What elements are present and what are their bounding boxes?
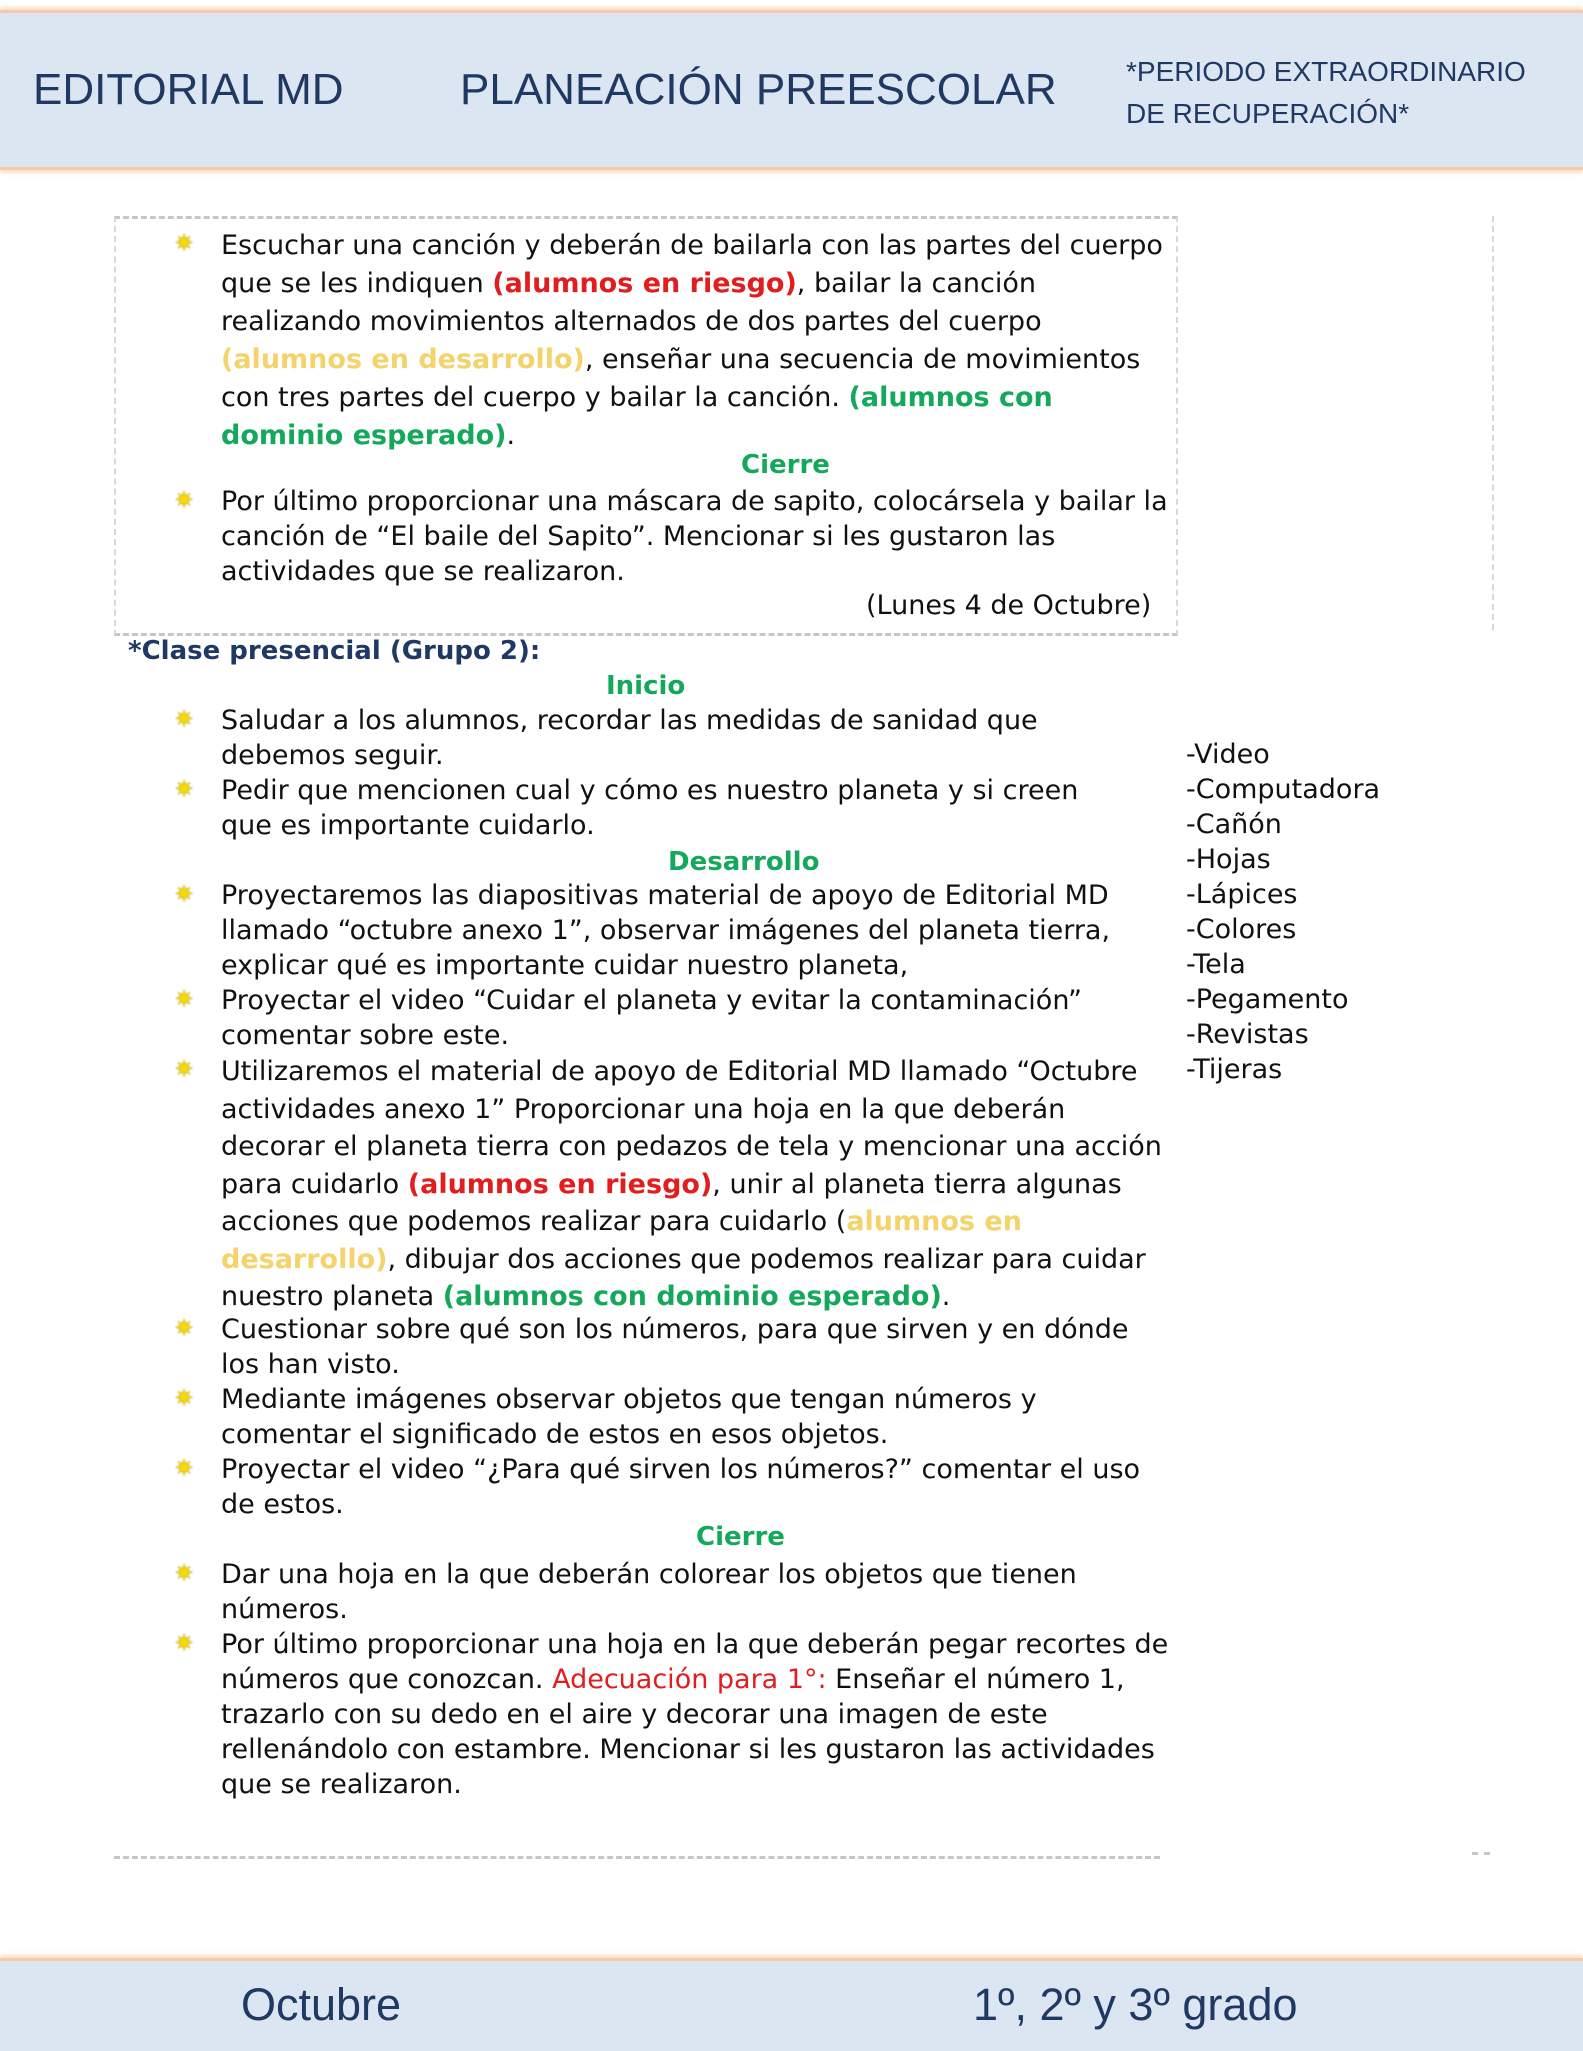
material-item: -Cañón — [1186, 809, 1282, 840]
right-dashed-frame — [1478, 216, 1494, 630]
list-item: Pedir que mencionen cual y cómo es nuestro planeta y si creen que es importante cuidarlo. — [221, 775, 1079, 841]
item-text: Por último proporcionar una hoja en la que deberán pegar recortes de números que conozcan. — [221, 1629, 1169, 1695]
item-text: , dibujar dos acciones que podemos realizar para cuidar nuestro planeta — [221, 1243, 1146, 1312]
item-text: . — [941, 1281, 951, 1312]
list-item: Cuestionar sobre qué son los números, para que sirven y en dónde los han visto. — [221, 1314, 1129, 1380]
material-item: -Colores — [1186, 914, 1297, 945]
header-title: PLANEACIÓN PREESCOLAR — [460, 65, 1057, 114]
item-text: , bailar la canción realizando movimientos alternados de dos partes del cuerpo — [221, 268, 1042, 337]
star-bullet-icon: ✷ — [174, 1384, 195, 1412]
page-header — [0, 10, 1583, 170]
item-text: , enseñar una secuencia de movimientos con tres partes del cuerpo y bailar la canción. — [221, 344, 1141, 413]
list-item: Proyectar el video “¿Para qué sirven los números?” comentar el uso de estos. — [221, 1454, 1141, 1520]
page-footer — [0, 1958, 1583, 2051]
materials-list — [1186, 737, 1380, 1087]
label-riesgo: (alumnos en riesgo) — [407, 1168, 713, 1200]
star-bullet-icon: ✷ — [174, 1454, 195, 1482]
date-label: (Lunes 4 de Octubre) — [866, 590, 1152, 621]
material-item: -Tijeras — [1186, 1054, 1283, 1085]
periodo-line-2: DE RECUPERACIÓN* — [1126, 98, 1410, 129]
material-item: -Computadora — [1186, 774, 1381, 805]
star-bullet-icon: ✷ — [174, 1559, 195, 1587]
heading-desarrollo: Desarrollo — [668, 847, 820, 877]
star-bullet-icon: ✷ — [174, 486, 195, 514]
material-item: -Hojas — [1186, 844, 1271, 875]
header-editorial: EDITORIAL MD — [33, 65, 344, 114]
star-bullet-icon: ✷ — [174, 880, 195, 908]
periodo-line-1: *PERIODO EXTRAORDINARIO — [1126, 56, 1526, 87]
item-text: , unir al planeta tierra algunas acciones que podemos realizar para cuidarlo ( — [221, 1168, 1122, 1237]
label-adecuacion: Adecuación para 1°: — [552, 1664, 827, 1695]
bottom-dashed-divider — [114, 1856, 1160, 1859]
star-bullet-icon: ✷ — [174, 1629, 195, 1657]
list-item — [221, 227, 1171, 455]
item-text: Escuchar una canción y deberán de bailarla con las partes del cuerpo que se les indiquen — [221, 230, 1163, 299]
footer-month: Octubre — [241, 1979, 402, 2030]
label-desarrollo: alumnos en desarrollo) — [221, 1206, 1022, 1275]
list-item — [221, 1627, 1171, 1802]
star-bullet-icon: ✷ — [174, 1314, 195, 1342]
item-text: Enseñar el número 1, trazarlo con su dedo en el aire y decorar una imagen de este rellenándolo con estambre. Mencionar si les gustaron las actividades que se realizaron. — [221, 1664, 1155, 1800]
footer-grade: 1º, 2º y 3º grado — [973, 1979, 1298, 2030]
list-item: Por último proporcionar una máscara de sapito, colocársela y bailar la canción de “El baile del Sapito”. Mencionar si les gustaron las actividades que se realizaron. — [221, 486, 1168, 587]
list-item: Saludar a los alumnos, recordar las medidas de sanidad que debemos seguir. — [221, 705, 1038, 771]
item-text: . — [506, 420, 516, 451]
material-item: -Lápices — [1186, 879, 1298, 910]
section-title: *Clase presencial (Grupo 2): — [128, 636, 541, 666]
list-item: Dar una hoja en la que deberán colorear los objetos que tienen números. — [221, 1559, 1077, 1625]
list-item: Proyectaremos las diapositivas material de apoyo de Editorial MD llamado “octubre anexo 1”, observar imágenes del planeta tierra, explicar qué es importante cuidar nuestro planeta, — [221, 880, 1111, 981]
label-desarrollo: (alumnos en desarrollo) — [221, 344, 585, 375]
heading-cierre: Cierre — [741, 450, 830, 480]
material-item: -Revistas — [1186, 1019, 1309, 1050]
list-item — [221, 1053, 1171, 1316]
star-bullet-icon: ✷ — [174, 705, 195, 733]
label-riesgo: (alumnos en riesgo) — [492, 268, 797, 299]
bottom-dashed-tick — [1472, 1852, 1490, 1855]
item-text: Utilizaremos el material de apoyo de Editorial MD llamado “Octubre actividades anexo 1” Proporcionar una hoja en la que deberán decorar el planeta tierra con pedazos de tela y mencionar una acción para cuidarlo — [221, 1056, 1162, 1200]
material-item: -Pegamento — [1186, 984, 1349, 1015]
material-item: -Tela — [1186, 949, 1246, 980]
star-bullet-icon: ✷ — [174, 775, 195, 803]
label-dominio: (alumnos con dominio esperado) — [221, 382, 1053, 451]
star-bullet-icon: ✷ — [174, 229, 195, 257]
list-item: Mediante imágenes observar objetos que tengan números y comentar el significado de estos en esos objetos. — [221, 1384, 1037, 1450]
heading-cierre: Cierre — [696, 1522, 785, 1552]
list-item: Proyectar el video “Cuidar el planeta y evitar la contaminación” comentar sobre este. — [221, 985, 1082, 1051]
material-item: -Video — [1186, 739, 1270, 770]
star-bullet-icon: ✷ — [174, 985, 195, 1013]
label-dominio: (alumnos con dominio esperado) — [442, 1281, 942, 1312]
star-bullet-icon: ✷ — [174, 1055, 195, 1083]
heading-inicio: Inicio — [606, 671, 686, 701]
header-periodo — [1126, 51, 1526, 135]
